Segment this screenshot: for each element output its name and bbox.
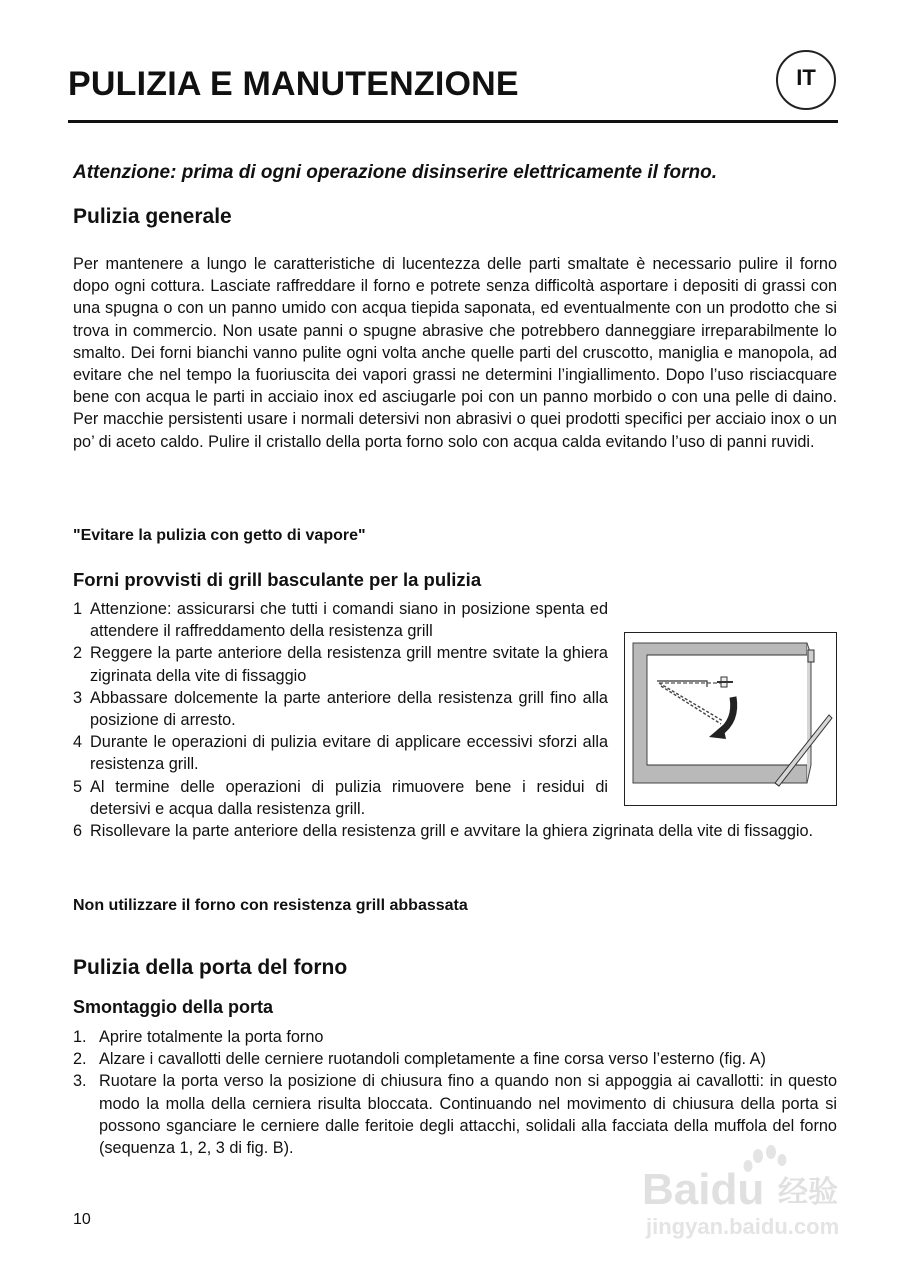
step-text: Attenzione: assicurarsi che tutti i comandi siano in posizione spenta ed attendere il raffreddamento della resistenza grill (90, 600, 608, 641)
list-item (73, 1026, 837, 1048)
watermark-brand: Baidu (642, 1165, 765, 1214)
grill-warning-note: Non utilizzare il forno con resistenza grill abbassata (73, 897, 468, 914)
step-number: 4 (73, 733, 83, 752)
section-heading-door-cleaning: Pulizia della porta del forno (73, 956, 348, 979)
subheading-door-disassembly: Smontaggio della porta (73, 997, 274, 1017)
step-number: 2. (73, 1050, 87, 1069)
step-number: 3 (73, 688, 83, 707)
step-number: 5 (73, 777, 83, 796)
page-number: 10 (73, 1211, 91, 1228)
watermark-chinese: 经验 (778, 1175, 838, 1210)
step-text: Aprire totalmente la porta forno (99, 1028, 324, 1046)
oven-grill-diagram-icon (625, 633, 836, 805)
baidu-watermark (640, 1142, 855, 1242)
step-text: Durante le operazioni di pulizia evitare di applicare eccessivi sforzi alla resistenza grill. (90, 733, 608, 774)
step-number: 1 (73, 600, 83, 618)
step-text: Reggere la parte anteriore della resistenza grill mentre svitate la ghiera zigrinata della vite di fissaggio (90, 644, 608, 685)
section-heading-grill: Forni provvisti di grill basculante per la pulizia (73, 569, 482, 590)
door-steps-list (73, 1026, 837, 1159)
step-number: 3. (73, 1072, 87, 1091)
list-item (73, 820, 837, 842)
safety-warning: Attenzione: prima di ogni operazione disinserire elettricamente il forno. (73, 162, 717, 183)
step-number: 6 (73, 822, 83, 841)
section-heading-general-cleaning: Pulizia generale (73, 205, 232, 228)
step-text: Abbassare dolcemente la parte anteriore della resistenza grill fino alla posizione di arresto. (90, 688, 608, 730)
step-text: Alzare i cavallotti delle cerniere ruotandoli completamente a fine corsa verso l’esterno (fig. A) (99, 1050, 766, 1069)
watermark-url: jingyan.baidu.com (646, 1214, 840, 1239)
page-title: PULIZIA E MANUTENZIONE (68, 65, 519, 103)
oven-grill-figure (624, 632, 837, 806)
step-text: Al termine delle operazioni di pulizia rimuovere bene i residui di detersivi e acqua dalla resistenza grill. (90, 777, 608, 818)
title-divider (68, 120, 838, 123)
step-number: 2 (73, 644, 83, 663)
language-badge: IT (776, 50, 836, 110)
list-item (73, 1048, 837, 1070)
general-cleaning-paragraph: Per mantenere a lungo le caratteristiche di lucentezza delle parti smaltate è necessario pulire il forno dopo ogni cottura. Lasciate raffreddare il forno e potrete senza difficoltà asportare i depositi di grassi con una spugna o con un panno umido con acqua tiepida saponata, ed eventualmente con un prodotto che si trova in commercio. Non usate panni o spugne abrasive che potrebbero danneggiare irreparabilmente lo smalto. Dei forni bianchi vanno pulite ogni volta anche quelle parti del cruscotto, maniglia e manopola, ad evitare che nel tempo la fuoriuscita dei vapori grassi ne determini l’ingiallimento. Dopo l’uso risciacquare bene con acqua le parti in acciaio inox ed asciugarle poi con un panno morbido o con una pelle di daino. Per macchie persistenti usare i normali detersivi non abrasivi o quei prodotti specifici per acciaio inox o un po’ di aceto caldo. Pulire il cristallo della porta forno solo con acqua calda evitando l’uso di panni ruvidi. (73, 255, 837, 451)
step-number: 1. (73, 1028, 87, 1046)
step-text: Ruotare la porta verso la posizione di chiusura fino a quando non si appoggia ai cavallotti: in questo modo la molla della cerniera risulta bloccata. Continuando nel movimento di chiusura della porta si possono sganciare le cerniere dalle feritoie degli attacchi, solidali alla facciata della muffola del forno (sequenza 1, 2, 3 di fig. B). (99, 1072, 837, 1158)
step-text: Risollevare la parte anteriore della resistenza grill e avvitare la ghiera zigrinata della vite di fissaggio. (90, 822, 814, 841)
steam-cleaning-note: "Evitare la pulizia con getto di vapore" (73, 527, 366, 544)
